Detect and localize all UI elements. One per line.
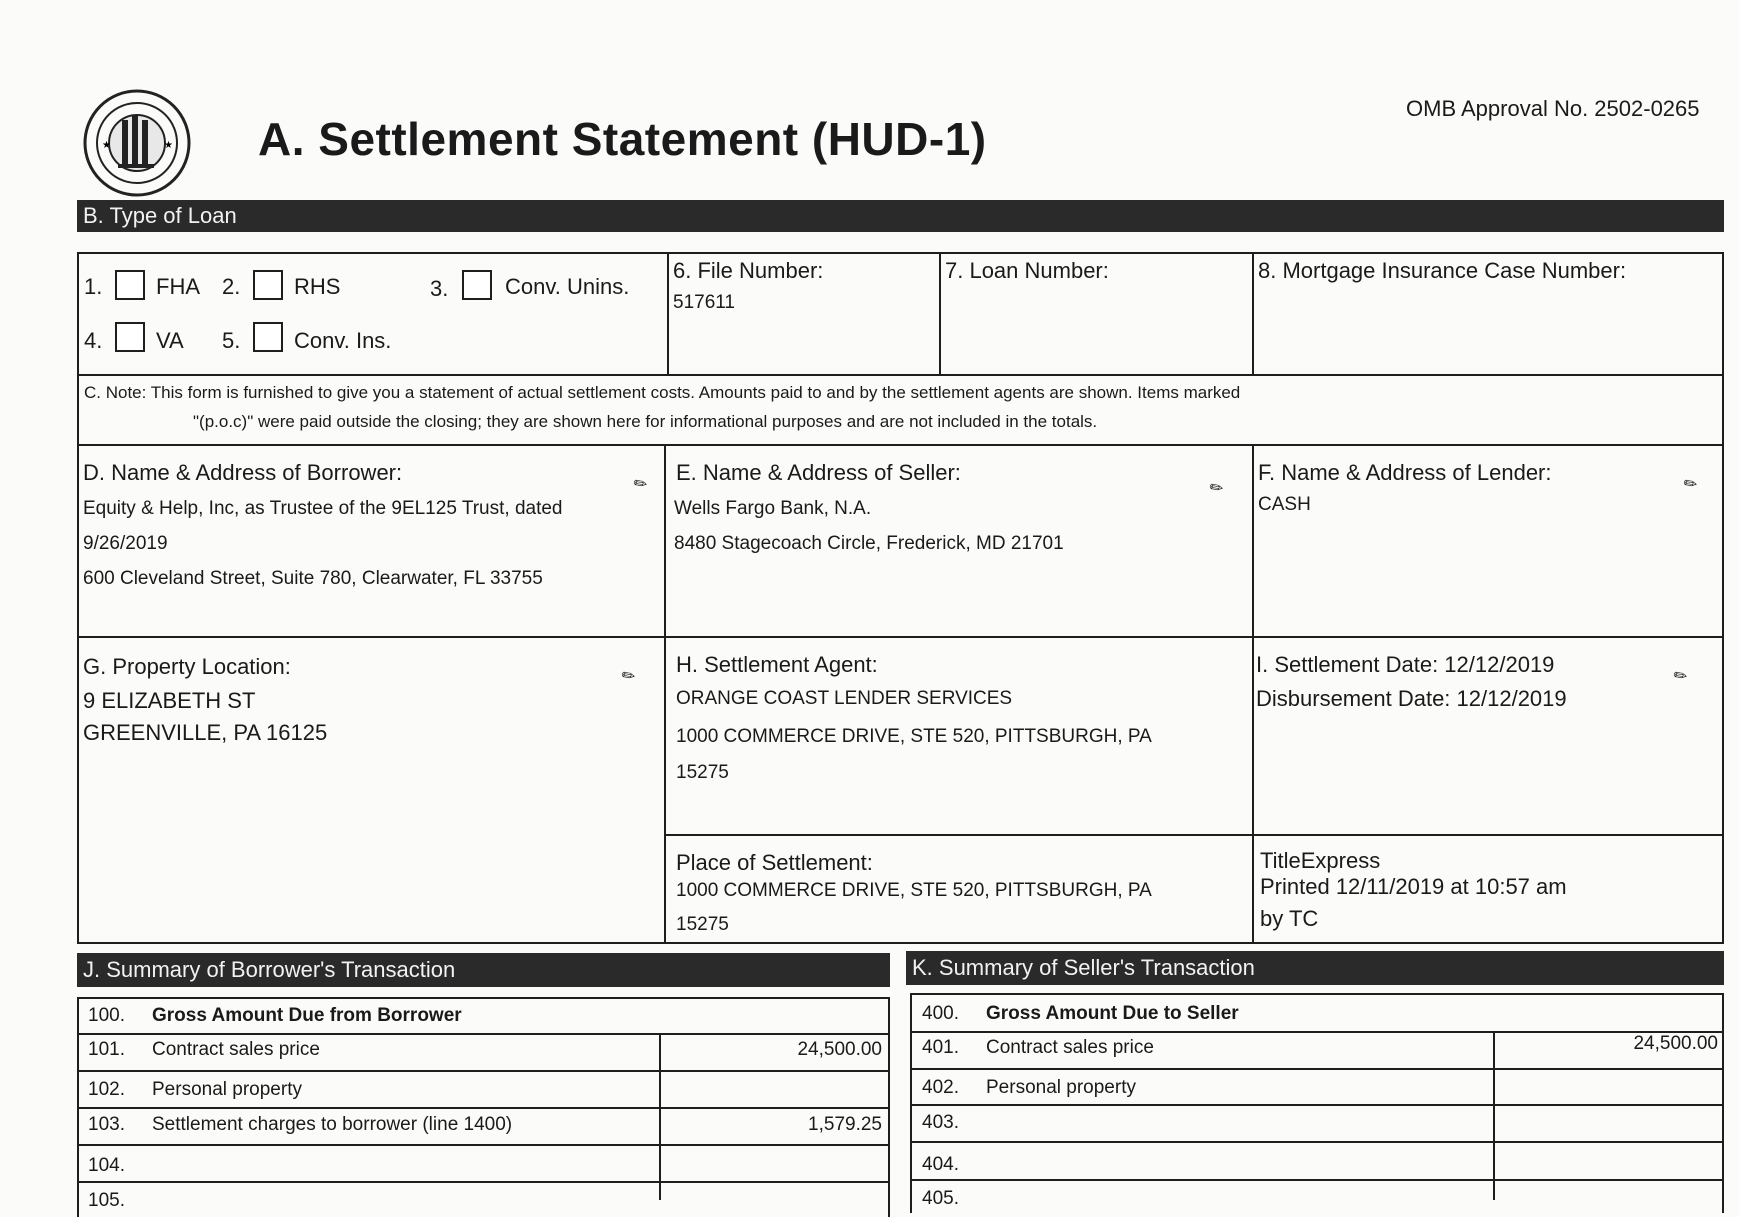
borrower-label: D. Name & Address of Borrower: [83,460,403,485]
loan-option-num-1: 1. [84,274,103,299]
j-row-num: 101. [88,1039,125,1060]
borrower-line-3: 600 Cleveland Street, Suite 780, Clearwater, FL 33755 [83,568,543,589]
j-row-num: 103. [88,1114,125,1135]
section-k-heading-text: K. Summary of Seller's Transaction [912,955,1255,980]
loan-option-num-3: 3. [430,276,449,301]
k-row-num: 401. [922,1037,959,1058]
j-row-label: Gross Amount Due from Borrower [152,1005,462,1026]
loan-option-conv-ins: Conv. Ins. [294,328,392,353]
checkbox-rhs[interactable] [253,270,283,300]
seller-line-1: Wells Fargo Bank, N.A. [674,498,872,519]
edit-pen-icon: ✎ [1206,477,1228,500]
j-row-value: 24,500.00 [797,1039,882,1060]
lender-label: F. Name & Address of Lender: [1258,460,1552,485]
place-of-settlement-label: Place of Settlement: [676,850,873,875]
loan-option-va: VA [156,328,184,353]
mortgage-case-label: 8. Mortgage Insurance Case Number: [1258,258,1627,283]
place-of-settlement-line-2: 15275 [676,914,729,935]
checkbox-conv-unins[interactable] [462,270,492,300]
k-row-label: Gross Amount Due to Seller [986,1003,1239,1024]
loan-option-rhs: RHS [294,274,341,299]
settlement-agent-line-2: 1000 COMMERCE DRIVE, STE 520, PITTSBURGH, PA [676,726,1152,747]
edit-pen-icon: ✎ [630,473,652,496]
lender-line-1: CASH [1258,494,1311,515]
printed-by: by TC [1260,906,1319,931]
note-line-2: "(p.o.c)" were paid outside the closing; they are shown here for informational purposes and are not included in the totals. [193,412,1098,431]
loan-option-num-5: 5. [222,328,241,353]
property-line-1: 9 ELIZABETH ST [83,688,256,713]
section-j-heading [77,953,890,987]
disbursement-date: Disbursement Date: 12/12/2019 [1256,686,1567,711]
seller-line-2: 8480 Stagecoach Circle, Frederick, MD 21701 [674,533,1064,554]
loan-option-fha: FHA [156,274,200,299]
k-row-num: 405. [922,1188,959,1209]
settlement-agent-line-1: ORANGE COAST LENDER SERVICES [676,688,1013,709]
j-row-num: 102. [88,1079,125,1100]
edit-pen-icon: ✎ [1670,665,1692,688]
property-label: G. Property Location: [83,654,291,679]
checkbox-fha[interactable] [115,270,145,300]
settlement-agent-line-3: 15275 [676,762,729,783]
property-line-2: GREENVILLE, PA 16125 [83,720,328,745]
j-row-label: Settlement charges to borrower (line 1400) [152,1114,513,1135]
place-of-settlement-line-1: 1000 COMMERCE DRIVE, STE 520, PITTSBURGH, PA [676,880,1152,901]
k-row-value: 24,500.00 [1633,1033,1718,1054]
k-row-label: Personal property [986,1077,1136,1098]
j-row-num: 105. [88,1190,125,1211]
section-b-heading [77,200,1724,232]
section-j-heading-text: J. Summary of Borrower's Transaction [83,957,456,982]
j-row-value: 1,579.25 [808,1114,882,1135]
k-row-num: 400. [922,1003,959,1024]
edit-pen-icon: ✎ [1680,473,1702,496]
svg-text:★: ★ [164,140,173,151]
seller-label: E. Name & Address of Seller: [676,460,961,485]
section-k-heading [906,951,1724,985]
k-row-num: 404. [922,1154,959,1175]
loan-option-num-4: 4. [84,328,103,353]
loan-option-conv-unins: Conv. Unins. [505,274,630,299]
printed-timestamp: Printed 12/11/2019 at 10:57 am [1260,874,1567,899]
loan-number-label: 7. Loan Number: [945,258,1109,283]
k-row-num: 402. [922,1077,959,1098]
j-row-label: Contract sales price [152,1039,320,1060]
checkbox-va[interactable] [115,322,145,352]
settlement-agent-label: H. Settlement Agent: [676,652,878,677]
section-b-heading-text: B. Type of Loan [83,203,237,228]
loan-option-num-2: 2. [222,274,241,299]
edit-pen-icon: ✎ [618,665,640,688]
borrower-line-1: Equity & Help, Inc, as Trustee of the 9EL125 Trust, dated [83,498,563,519]
page-title: A. Settlement Statement (HUD-1) [258,113,987,165]
k-row-label: Contract sales price [986,1037,1154,1058]
j-row-label: Personal property [152,1079,302,1100]
borrower-line-2: 9/26/2019 [83,533,168,554]
settlement-date: I. Settlement Date: 12/12/2019 [1256,652,1555,677]
j-row-num: 104. [88,1155,125,1176]
omb-approval: OMB Approval No. 2502-0265 [1406,96,1700,121]
j-row-num: 100. [88,1005,125,1026]
top-form-box [77,252,1724,944]
note-line-1: C. Note: This form is furnished to give you a statement of actual settlement costs. Amounts paid to and by the settlement agents are shown. Items marked [84,383,1241,402]
printed-software: TitleExpress [1260,848,1381,873]
file-number-label: 6. File Number: [673,258,824,283]
hud-seal-logo [82,88,192,198]
file-number-value: 517611 [673,292,735,313]
checkbox-conv-ins[interactable] [253,322,283,352]
k-row-num: 403. [922,1112,959,1133]
svg-text:★: ★ [102,140,111,151]
